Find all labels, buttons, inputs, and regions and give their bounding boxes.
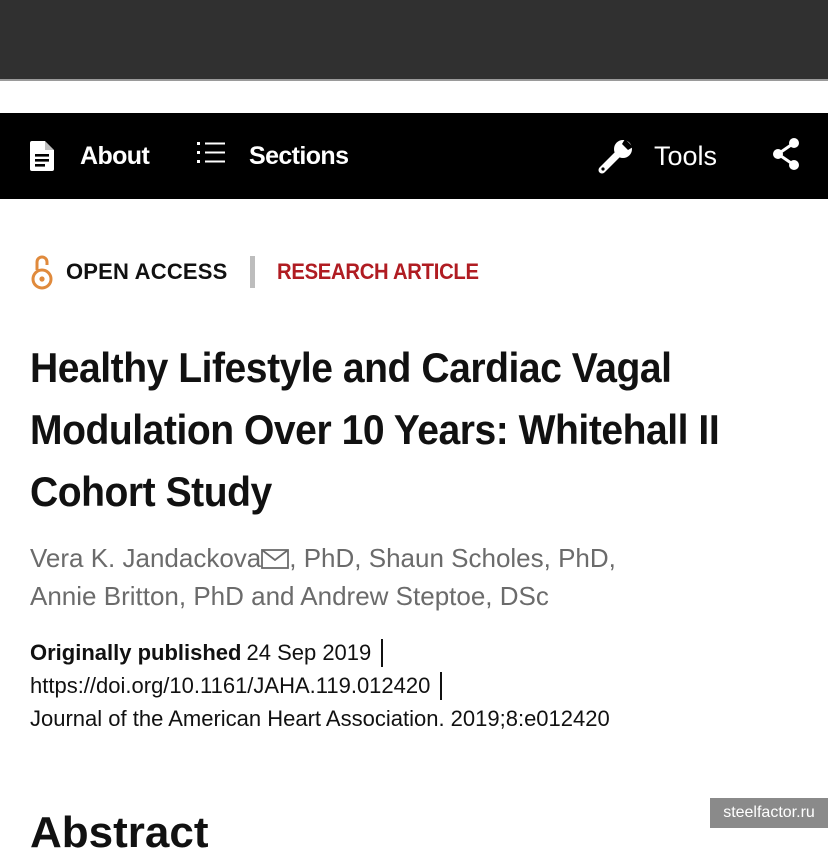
email-icon[interactable] <box>261 541 289 561</box>
published-line <box>30 636 610 669</box>
top-browser-bar <box>0 0 828 81</box>
about-tab[interactable] <box>30 113 149 199</box>
badge-separator <box>250 256 255 288</box>
article-navbar <box>0 113 828 199</box>
tools-label: Tools <box>654 140 718 171</box>
sections-label: Sections <box>249 141 349 170</box>
author-list <box>30 539 800 615</box>
watermark: steelfactor.ru <box>710 798 828 828</box>
authors-line-2: Annie Britton, PhD and Andrew Steptoe, DSc <box>30 581 549 611</box>
list-icon <box>197 141 225 165</box>
doi-line <box>30 669 610 702</box>
doi-link[interactable]: https://doi.org/10.1161/JAHA.119.012420 <box>30 673 431 698</box>
published-date: 24 Sep 2019 <box>246 640 372 665</box>
sections-tab[interactable] <box>197 113 348 199</box>
published-label: Originally published <box>30 640 242 665</box>
tools-tab[interactable] <box>598 113 717 199</box>
meta-separator <box>381 639 383 667</box>
publication-meta <box>30 636 610 735</box>
abstract-heading: Abstract <box>30 808 209 857</box>
document-icon <box>30 141 54 171</box>
article-badges <box>30 252 496 292</box>
authors-line-1 <box>30 539 800 577</box>
author-name[interactable]: Vera K. Jandackova <box>30 543 262 573</box>
share-button[interactable] <box>772 113 800 199</box>
about-label: About <box>80 141 150 170</box>
authors-rest: , PhD, Shaun Scholes, PhD, <box>289 543 616 573</box>
meta-separator <box>440 672 442 700</box>
share-icon <box>772 138 800 170</box>
article-type-label[interactable]: RESEARCH ARTICLE <box>276 259 479 284</box>
article-title: Healthy Lifestyle and Cardiac Vagal Modulation Over 10 Years: Whitehall II Cohort Study <box>30 344 720 515</box>
wrench-icon <box>598 138 634 174</box>
open-access-label: OPEN ACCESS <box>66 259 228 284</box>
citation: Journal of the American Heart Association. 2019;8:e012420 <box>30 706 610 731</box>
open-lock-icon <box>30 254 54 290</box>
